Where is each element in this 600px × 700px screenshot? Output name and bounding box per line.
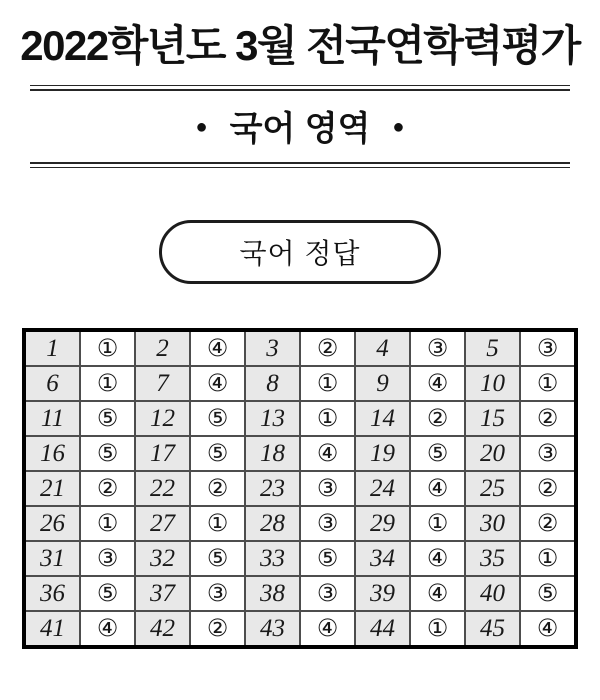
answer-choice-cell: ⑤ <box>520 576 576 611</box>
answer-choice-cell: ① <box>410 611 465 647</box>
question-number-cell: 29 <box>355 506 410 541</box>
question-number-cell: 28 <box>245 506 300 541</box>
question-number-cell: 43 <box>245 611 300 647</box>
answer-choice-cell: ⑤ <box>80 576 135 611</box>
answer-choice-cell: ① <box>520 366 576 401</box>
question-number-cell: 40 <box>465 576 520 611</box>
question-number-cell: 20 <box>465 436 520 471</box>
question-number-cell: 19 <box>355 436 410 471</box>
answer-choice-cell: ④ <box>410 541 465 576</box>
question-number-cell: 37 <box>135 576 190 611</box>
answer-row <box>24 366 576 401</box>
answer-choice-cell: ⑤ <box>410 436 465 471</box>
subject-header <box>0 91 600 162</box>
answer-choice-cell: ③ <box>190 576 245 611</box>
question-number-cell: 11 <box>24 401 80 436</box>
answer-choice-cell: ④ <box>300 611 355 647</box>
answer-choice-cell: ⑤ <box>80 401 135 436</box>
answer-choice-cell: ⑤ <box>190 541 245 576</box>
answer-choice-cell: ② <box>410 401 465 436</box>
page-title: 2022학년도 3월 전국연학력평가 <box>20 22 580 69</box>
answer-choice-cell: ⑤ <box>190 401 245 436</box>
answer-choice-cell: ① <box>300 366 355 401</box>
answer-choice-cell: ③ <box>300 576 355 611</box>
answer-row <box>24 541 576 576</box>
question-number-cell: 42 <box>135 611 190 647</box>
answer-choice-cell: ② <box>80 471 135 506</box>
answer-choice-cell: ④ <box>80 611 135 647</box>
answer-choice-cell: ④ <box>410 576 465 611</box>
answer-choice-cell: ④ <box>410 366 465 401</box>
question-number-cell: 12 <box>135 401 190 436</box>
answer-choice-cell: ④ <box>300 436 355 471</box>
question-number-cell: 25 <box>465 471 520 506</box>
answer-row <box>24 611 576 647</box>
question-number-cell: 34 <box>355 541 410 576</box>
answer-row <box>24 330 576 366</box>
question-number-cell: 32 <box>135 541 190 576</box>
answer-choice-cell: ② <box>190 471 245 506</box>
question-number-cell: 21 <box>24 471 80 506</box>
question-number-cell: 44 <box>355 611 410 647</box>
bullet-icon: ● <box>195 115 208 138</box>
question-number-cell: 15 <box>465 401 520 436</box>
question-number-cell: 16 <box>24 436 80 471</box>
question-number-cell: 30 <box>465 506 520 541</box>
question-number-cell: 3 <box>245 330 300 366</box>
question-number-cell: 1 <box>24 330 80 366</box>
question-number-cell: 45 <box>465 611 520 647</box>
question-number-cell: 7 <box>135 366 190 401</box>
answer-row <box>24 401 576 436</box>
question-number-cell: 10 <box>465 366 520 401</box>
answer-choice-cell: ③ <box>80 541 135 576</box>
question-number-cell: 8 <box>245 366 300 401</box>
bullet-icon: ● <box>392 115 405 138</box>
question-number-cell: 33 <box>245 541 300 576</box>
answer-row <box>24 506 576 541</box>
answer-choice-cell: ① <box>80 330 135 366</box>
answer-choice-cell: ② <box>520 401 576 436</box>
answer-choice-cell: ⑤ <box>190 436 245 471</box>
answer-row <box>24 576 576 611</box>
answer-choice-cell: ① <box>300 401 355 436</box>
answer-choice-cell: ⑤ <box>300 541 355 576</box>
question-number-cell: 38 <box>245 576 300 611</box>
question-number-cell: 39 <box>355 576 410 611</box>
question-number-cell: 35 <box>465 541 520 576</box>
answer-choice-cell: ② <box>190 611 245 647</box>
question-number-cell: 24 <box>355 471 410 506</box>
subject-label: 국어 영역 <box>229 110 371 149</box>
answer-choice-cell: ② <box>520 506 576 541</box>
answer-key-box <box>159 220 441 284</box>
answer-choice-cell: ① <box>80 366 135 401</box>
answer-choice-cell: ④ <box>190 330 245 366</box>
answer-choice-cell: ① <box>80 506 135 541</box>
answer-choice-cell: ⑤ <box>80 436 135 471</box>
question-number-cell: 5 <box>465 330 520 366</box>
question-number-cell: 18 <box>245 436 300 471</box>
question-number-cell: 23 <box>245 471 300 506</box>
answer-choice-cell: ③ <box>520 436 576 471</box>
bottom-divider <box>30 162 570 168</box>
answer-choice-cell: ② <box>520 471 576 506</box>
answer-key-label: 국어 정답 <box>239 238 361 270</box>
answer-choice-cell: ① <box>410 506 465 541</box>
question-number-cell: 41 <box>24 611 80 647</box>
question-number-cell: 17 <box>135 436 190 471</box>
question-number-cell: 6 <box>24 366 80 401</box>
question-number-cell: 14 <box>355 401 410 436</box>
answer-choice-cell: ③ <box>300 506 355 541</box>
question-number-cell: 27 <box>135 506 190 541</box>
question-number-cell: 4 <box>355 330 410 366</box>
answer-row <box>24 471 576 506</box>
answers-table <box>22 328 578 649</box>
question-number-cell: 13 <box>245 401 300 436</box>
question-number-cell: 2 <box>135 330 190 366</box>
question-number-cell: 26 <box>24 506 80 541</box>
answer-choice-cell: ② <box>300 330 355 366</box>
answer-choice-cell: ① <box>190 506 245 541</box>
answer-choice-cell: ③ <box>410 330 465 366</box>
answer-choice-cell: ④ <box>410 471 465 506</box>
answer-choice-cell: ③ <box>300 471 355 506</box>
answer-choice-cell: ① <box>520 541 576 576</box>
answer-choice-cell: ④ <box>520 611 576 647</box>
question-number-cell: 22 <box>135 471 190 506</box>
question-number-cell: 36 <box>24 576 80 611</box>
question-number-cell: 31 <box>24 541 80 576</box>
answer-row <box>24 436 576 471</box>
question-number-cell: 9 <box>355 366 410 401</box>
answer-choice-cell: ③ <box>520 330 576 366</box>
answer-choice-cell: ④ <box>190 366 245 401</box>
